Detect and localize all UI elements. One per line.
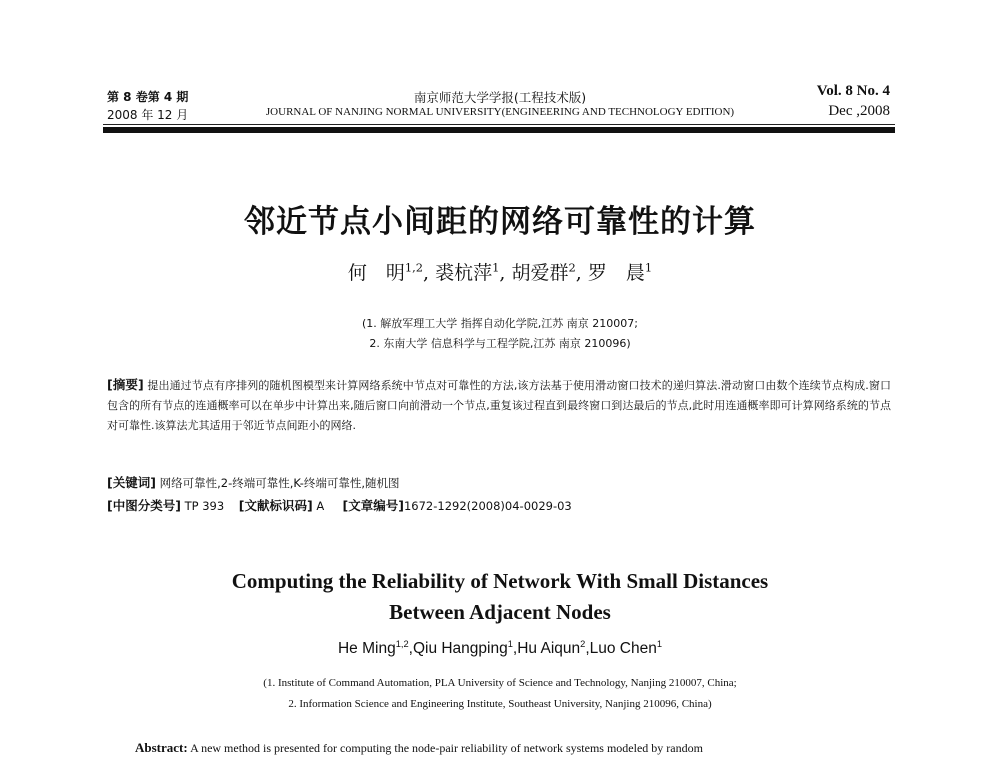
author-name-en: He Ming (337, 640, 396, 657)
author-list-en: He Ming$^{1,2}$,Qiu Hangping$^1$,Hu Aiqun$^2$,Luo Chen$^1$ (337, 638, 663, 657)
journal-title-en: JOURNAL OF NANJING NORMAL UNIVERSITY(ENGINEERING AND TECHNOLOGY EDITION) (265, 106, 735, 118)
header-rule-thin (103, 124, 895, 125)
author-affiliation-mark: 1 (644, 260, 653, 275)
author-affiliation-mark-en: 1 (656, 638, 663, 649)
author-name: 胡爱群 (511, 262, 569, 284)
paper-title-en (0, 566, 1000, 628)
classification-line (107, 496, 891, 514)
article-number-value: 1672-1292(2008)04-0029-03 (403, 499, 572, 513)
author-name-en: Luo Chen (589, 640, 657, 657)
author-affiliation-mark: 2 (568, 260, 576, 275)
volume-issue-en: Vol. 8 No. 4 (816, 83, 890, 99)
volume-issue-cn: 第 8 卷第 4 期 (107, 90, 189, 104)
author-affiliation-mark: 1 (492, 260, 500, 275)
abstract-cn-label: [摘要] (107, 377, 144, 392)
date-en: Dec ,2008 (828, 103, 890, 119)
doc-code-value: A (316, 499, 325, 513)
affiliation-en-1: (1. Institute of Command Automation, PLA University of Science and Technology, Nanjing 210007, China; (263, 677, 737, 689)
author-name: 罗 晨 (587, 262, 645, 284)
author-name-en: Hu Aiqun (517, 640, 581, 657)
date-cn: 2008 年 12 月 (107, 108, 189, 122)
keywords-cn (107, 473, 891, 491)
author-affiliation-mark-en: 2 (580, 638, 586, 649)
paper-title-en-line1: Computing the Reliability of Network With Small Distances (231, 569, 769, 593)
journal-title-cn: 南京师范大学学报(工程技术版) (413, 90, 587, 105)
clc-value: TP 393 (184, 499, 225, 513)
abstract-en-text: A new method is presented for computing the node-pair reliability of network systems modeled by random (190, 741, 703, 755)
author-affiliation-mark: 1,2 (404, 260, 424, 275)
abstract-en-label: Abstract: (135, 740, 188, 755)
affiliation-en-2: 2. Information Science and Engineering Institute, Southeast University, Nanjing 210096, China) (288, 698, 712, 710)
author-name: 何 明 (347, 262, 405, 284)
keywords-cn-text: 网络可靠性,2-终端可靠性,K-终端可靠性,随机图 (159, 476, 400, 490)
author-affiliation-mark-en: 1 (507, 638, 513, 649)
abstract-cn (107, 375, 891, 436)
affiliation-cn-1: (1. 解放军理工大学 指挥自动化学院,江苏 南京 210007; (362, 317, 638, 330)
abstract-cn-text: 提出通过节点有序排列的随机图模型来计算网络系统中节点对可靠性的方法,该方法基于使用滑动窗口技术的递归算法.滑动窗口由数个连续节点构成.窗口包含的所有节点的连通概率可以在单步中计算出来,随后窗口向前滑动一个节点,重复该过程直到最终窗口到达最后的节点,此时用连通概率即可计算网络系统的节点对可靠性.该算法尤其适用于邻近节点间距小的网络. (107, 379, 891, 432)
header-rule-thick (103, 127, 895, 133)
affiliation-cn-2: 2. 东南大学 信息科学与工程学院,江苏 南京 210096) (369, 337, 631, 350)
abstract-en (135, 740, 895, 756)
article-number-label: [文章编号] (342, 498, 404, 513)
paper-title-cn: 邻近节点小间距的网络可靠性的计算 (244, 204, 756, 240)
keywords-cn-label: [关键词] (107, 475, 156, 490)
author-name: 裘杭萍 (435, 262, 493, 284)
author-name-en: Qiu Hangping (412, 640, 508, 657)
doc-code-label: [文献标识码] (238, 498, 313, 513)
paper-title-en-line2: Between Adjacent Nodes (389, 600, 611, 624)
author-affiliation-mark-en: 1,2 (395, 638, 409, 649)
author-list-cn: 何 明$^{1,2}$, 裘杭萍$^1$, 胡爱群$^2$, 罗 晨$^1$ (347, 260, 653, 284)
clc-label: [中图分类号] (107, 498, 181, 513)
